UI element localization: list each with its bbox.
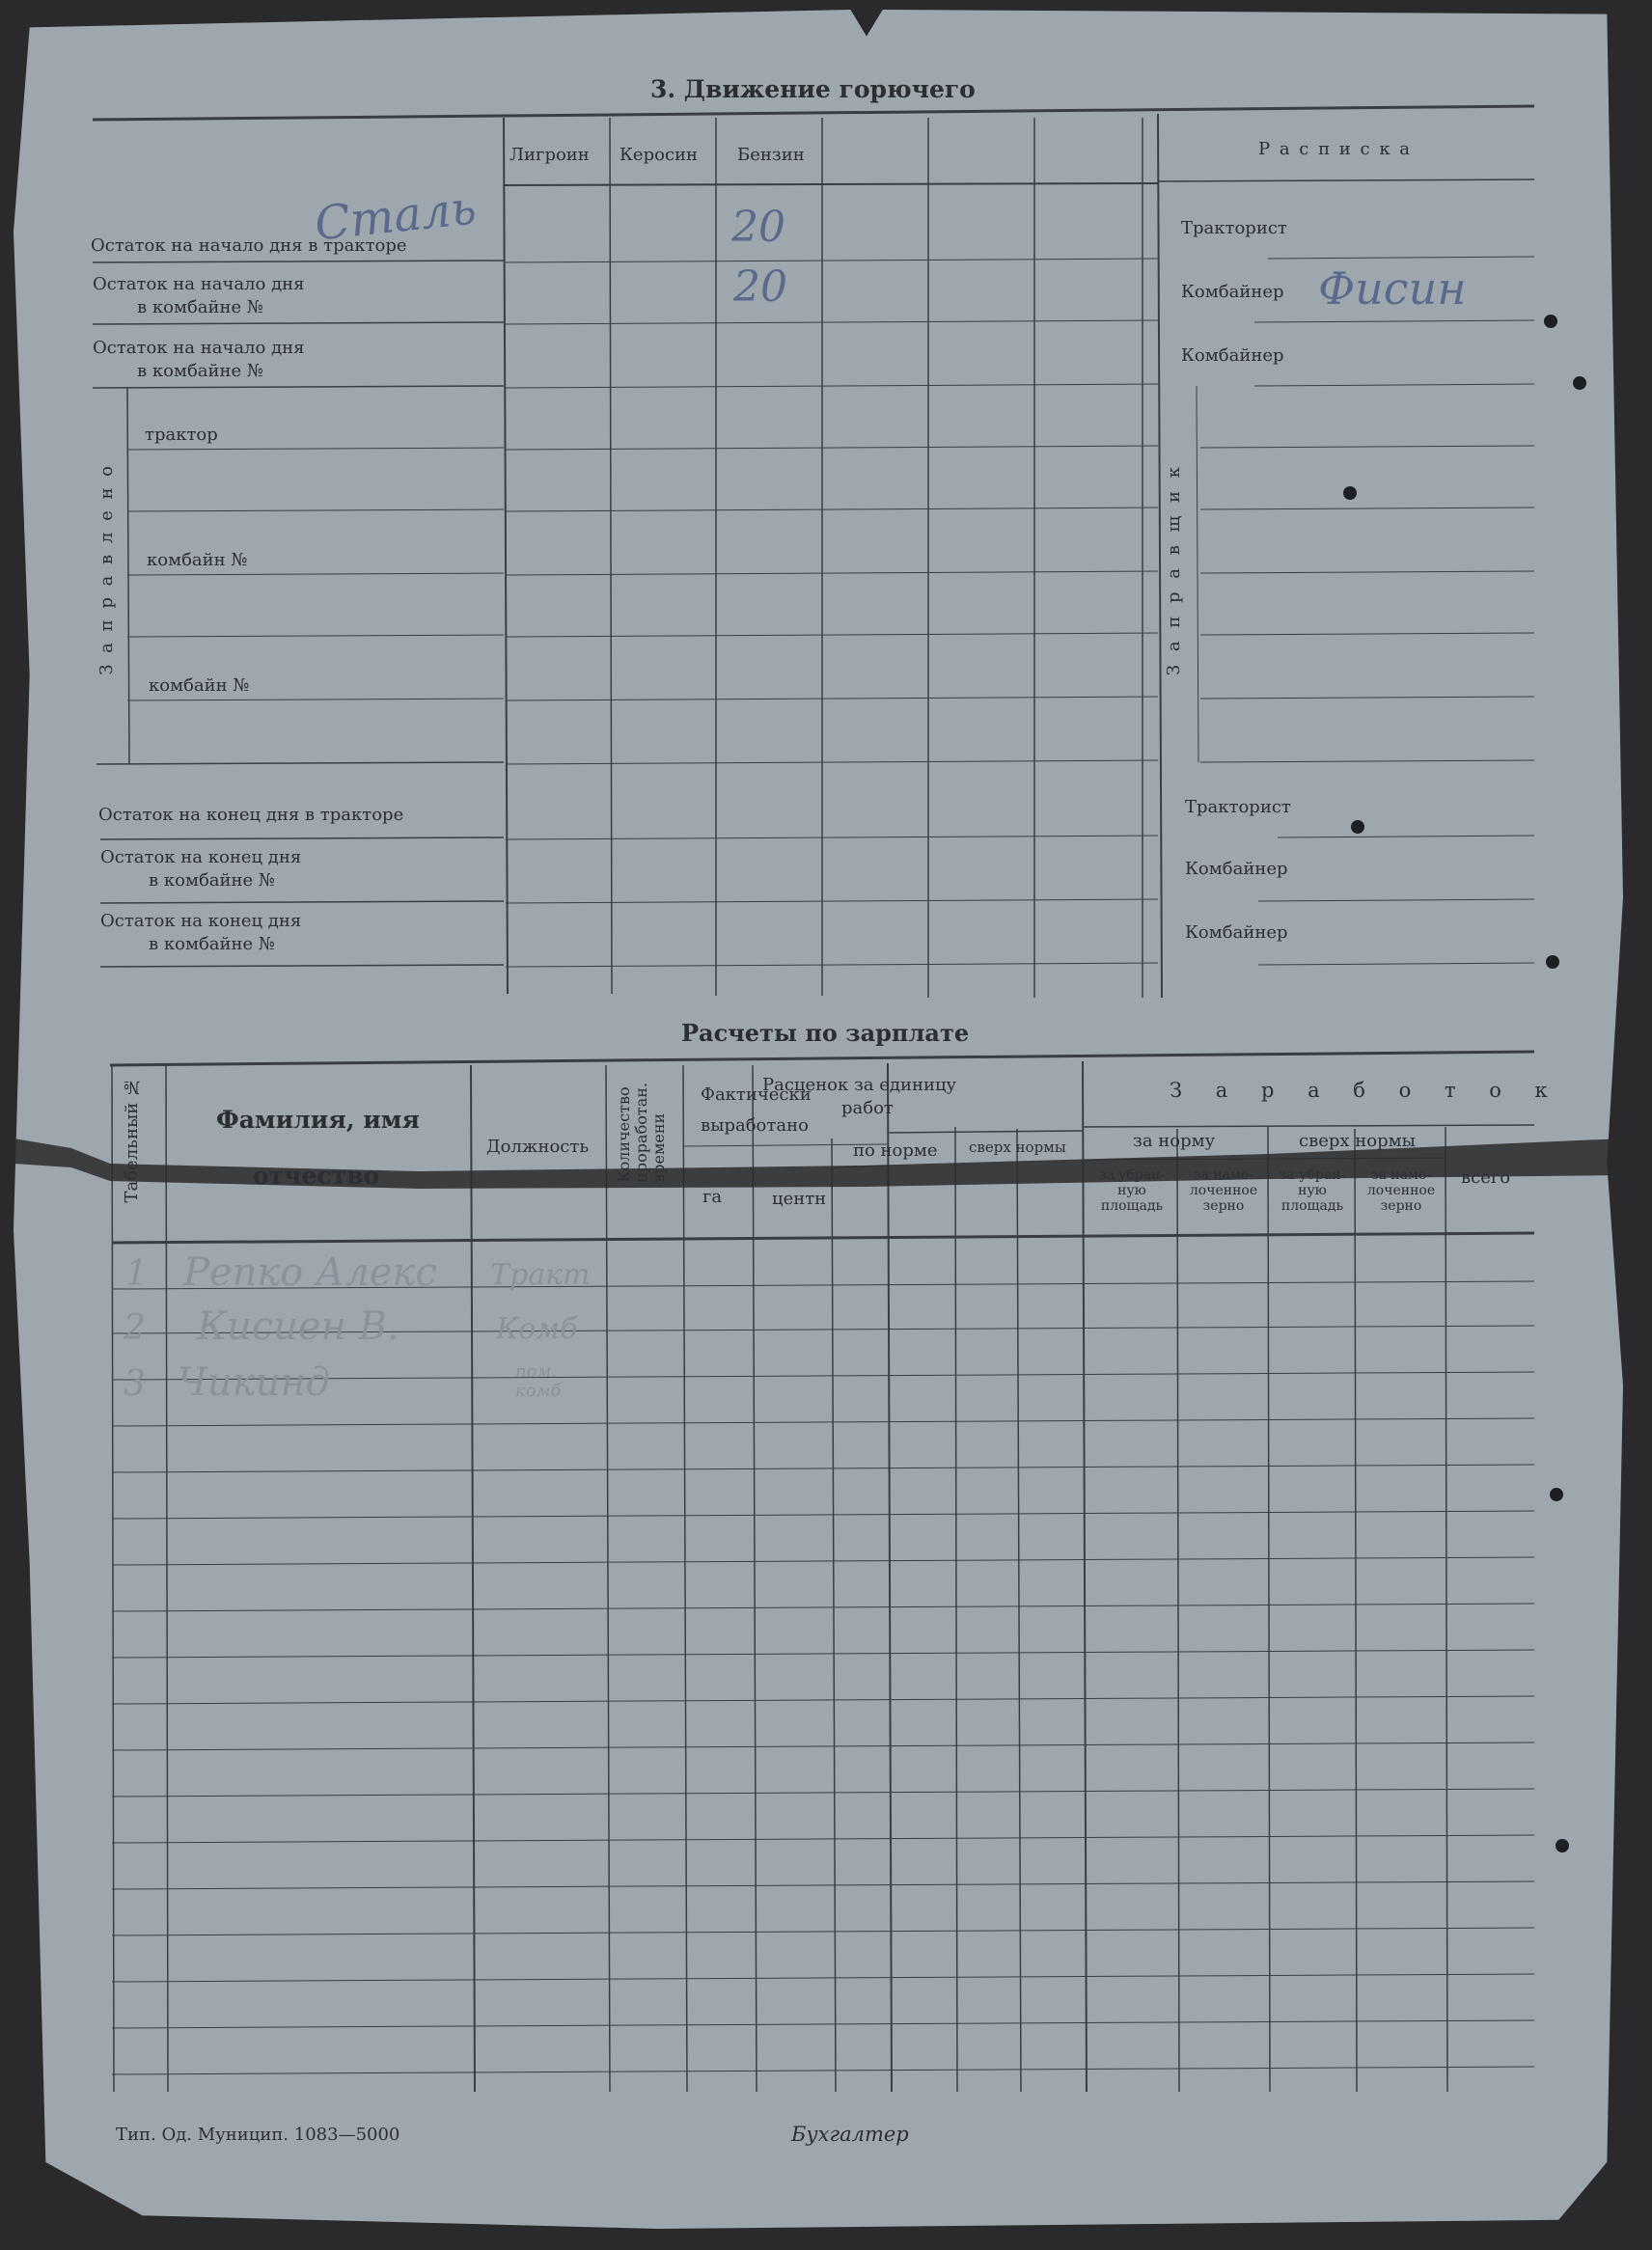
col-gasoline: Бензин	[737, 145, 805, 165]
fueled-label: З а п р а в л е н о	[96, 463, 117, 675]
fuel-section-title: 3. Движение горючего	[650, 75, 976, 103]
handwritten-signature: Фисин	[1318, 262, 1467, 315]
row-end-combine1-a: Остаток на конец дня	[100, 847, 302, 867]
row3-position: пом. комб	[515, 1361, 562, 1401]
refueler-label: З а п р а в щ и к	[1164, 463, 1184, 676]
hdr-total: всего	[1461, 1167, 1511, 1188]
row-start-combine2-b: в комбайне №	[137, 361, 263, 381]
row2-no: 2	[124, 1308, 146, 1348]
fueled-combine1: комбайн №	[147, 550, 248, 570]
binder-hole	[1546, 955, 1559, 969]
binder-hole	[1351, 820, 1364, 834]
signer-start-combiner1: Комбайнер	[1181, 282, 1284, 302]
hdr-earnings: З а р а б о т о к	[1170, 1079, 1561, 1102]
hdr-rate-1: Расценок за единицу	[762, 1075, 957, 1095]
hdr-over-norm: сверх нормы	[969, 1139, 1066, 1156]
row-end-combine2-a: Остаток на конец дня	[100, 911, 302, 931]
row2-name: Кисиен В.	[197, 1304, 399, 1349]
hdr-centn: центн	[772, 1189, 827, 1209]
row1-no: 1	[125, 1254, 148, 1294]
signer-start-tractorist: Тракторист	[1181, 218, 1287, 238]
hdr-actual-2: выработано	[701, 1115, 809, 1136]
col-ligroin: Лигроин	[509, 145, 590, 165]
row1-name: Репко Алекс	[183, 1250, 437, 1295]
binder-hole	[1573, 376, 1586, 390]
signer-end-combiner2: Комбайнер	[1185, 922, 1288, 943]
row2-position: Комб	[496, 1312, 578, 1346]
hdr-position: Должность	[486, 1137, 590, 1157]
hdr-grain-over: за намо- лоченное зерно	[1366, 1167, 1436, 1214]
hdr-name-1: Фамилия, имя	[216, 1106, 420, 1134]
row-start-combine1-b: в комбайне №	[137, 297, 263, 317]
handwritten-tractor-note: Сталь	[312, 180, 480, 252]
row3-name: Чикинд	[178, 1360, 331, 1405]
printer-imprint: Тип. Од. Муницип. 1083—5000	[116, 2125, 400, 2145]
binder-hole	[1556, 1839, 1569, 1852]
row1-position: Тракт	[490, 1258, 591, 1292]
handwritten-benzin-1: 20	[731, 203, 785, 252]
fueled-tractor: трактор	[145, 425, 218, 445]
col-kerosene: Керосин	[620, 145, 699, 165]
handwritten-benzin-2: 20	[733, 262, 787, 312]
signer-start-combiner2: Комбайнер	[1181, 345, 1284, 366]
receipt-header: Р а с п и с к а	[1258, 139, 1413, 159]
hdr-area-over: за убран- ную площадь	[1279, 1167, 1346, 1214]
hdr-by-norm: по норме	[853, 1140, 938, 1161]
hdr-earn-norm: за норму	[1133, 1131, 1216, 1151]
row-start-combine1-a: Остаток на начало дня	[93, 274, 305, 294]
binder-hole	[1343, 486, 1357, 500]
row-start-tractor: Остаток на начало дня в тракторе	[91, 235, 407, 256]
hdr-actual-1: Фактически	[701, 1084, 812, 1105]
hdr-name-2: отчество	[253, 1162, 380, 1190]
signer-end-tractorist: Тракторист	[1185, 797, 1291, 817]
hdr-tab-no: Табельный №	[122, 1077, 142, 1203]
fueled-combine2: комбайн №	[149, 675, 250, 696]
hdr-grain-norm: за намо- лоченное зерно	[1189, 1167, 1258, 1214]
accountant-label: Бухгалтер	[791, 2123, 909, 2146]
row3-no: 3	[124, 1364, 146, 1404]
salary-section-title: Расчеты по зарплате	[681, 1019, 970, 1047]
binder-hole	[1550, 1488, 1563, 1501]
row-end-tractor: Остаток на конец дня в тракторе	[98, 805, 404, 825]
hdr-area-norm: за убран- ную площадь	[1098, 1167, 1166, 1214]
hdr-rate-2: работ	[841, 1098, 894, 1118]
hdr-hours: Количество проработан. времени	[615, 1083, 668, 1183]
hdr-ha: га	[702, 1187, 723, 1207]
row-end-combine2-b: в комбайне №	[149, 934, 275, 954]
document-form	[14, 10, 1623, 2229]
binder-hole	[1544, 315, 1557, 328]
row-start-combine2-a: Остаток на начало дня	[93, 338, 305, 358]
row-end-combine1-b: в комбайне №	[149, 870, 275, 891]
signer-end-combiner1: Комбайнер	[1185, 859, 1288, 879]
hdr-earn-over: сверх нормы	[1299, 1131, 1416, 1151]
